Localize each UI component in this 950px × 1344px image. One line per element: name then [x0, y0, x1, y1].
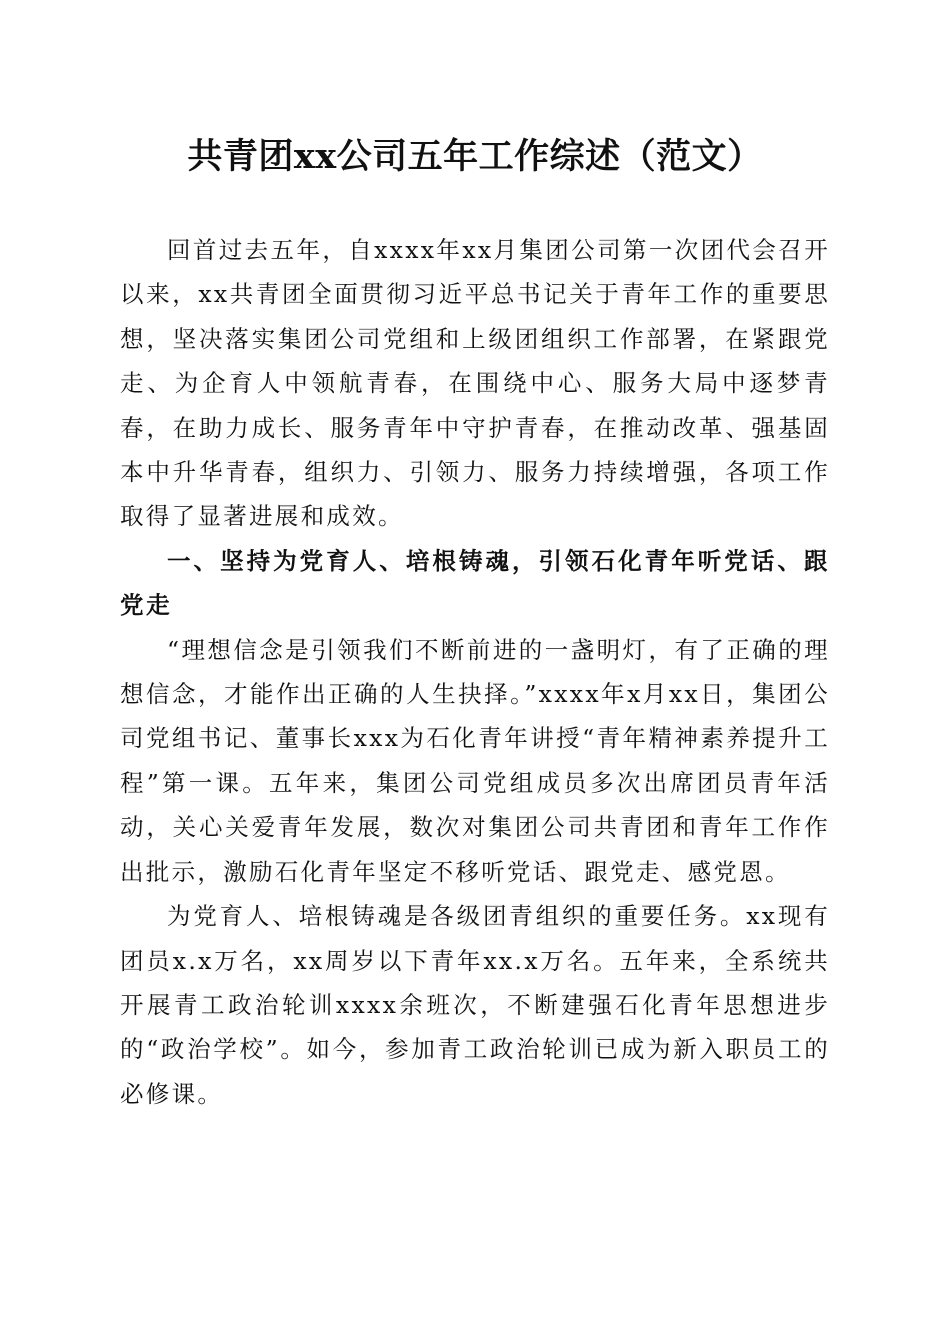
document-body [120, 228, 830, 1116]
paragraph-intro: 回首过去五年，自xxxx年xx月集团公司第一次团代会召开以来，xx共青团全面贯彻习近平总书记关于青年工作的重要思想，坚决落实集团公司党组和上级团组织工作部署，在紧跟党走、为企育人中领航青春，在围绕中心、服务大局中逐梦青春，在助力成长、服务青年中守护青春，在推动改革、强基固本中升华青春，组织力、引领力、服务力持续增强，各项工作取得了显著进展和成效。 [120, 236, 830, 531]
paragraph-training: 为党育人、培根铸魂是各级团青组织的重要任务。xx现有团员x.x万名，xx周岁以下青年xx.x万名。五年来，全系统共开展青工政治轮训xxxx余班次，不断建强石化青年思想进步的“政治学校”。如今，参加青工政治轮训已成为新入职员工的必修课。 [120, 902, 830, 1108]
paragraph-quote: “理想信念是引领我们不断前进的一盏明灯，有了正确的理想信念，才能作出正确的人生抉择。”xxxx年x月xx日，集团公司党组书记、董事长xxx为石化青年讲授“青年精神素养提升工程”第一课。五年来，集团公司党组成员多次出席团员青年活动，关心关爱青年发展，数次对集团公司共青团和青年工作作出批示，激励石化青年坚定不移听党话、跟党走、感党恩。 [120, 635, 830, 886]
document-title: 共青团xx公司五年工作综述（范文） [187, 136, 763, 177]
section-heading-1: 一、坚持为党育人、培根铸魂，引领石化青年听党话、跟党走 [120, 546, 830, 620]
